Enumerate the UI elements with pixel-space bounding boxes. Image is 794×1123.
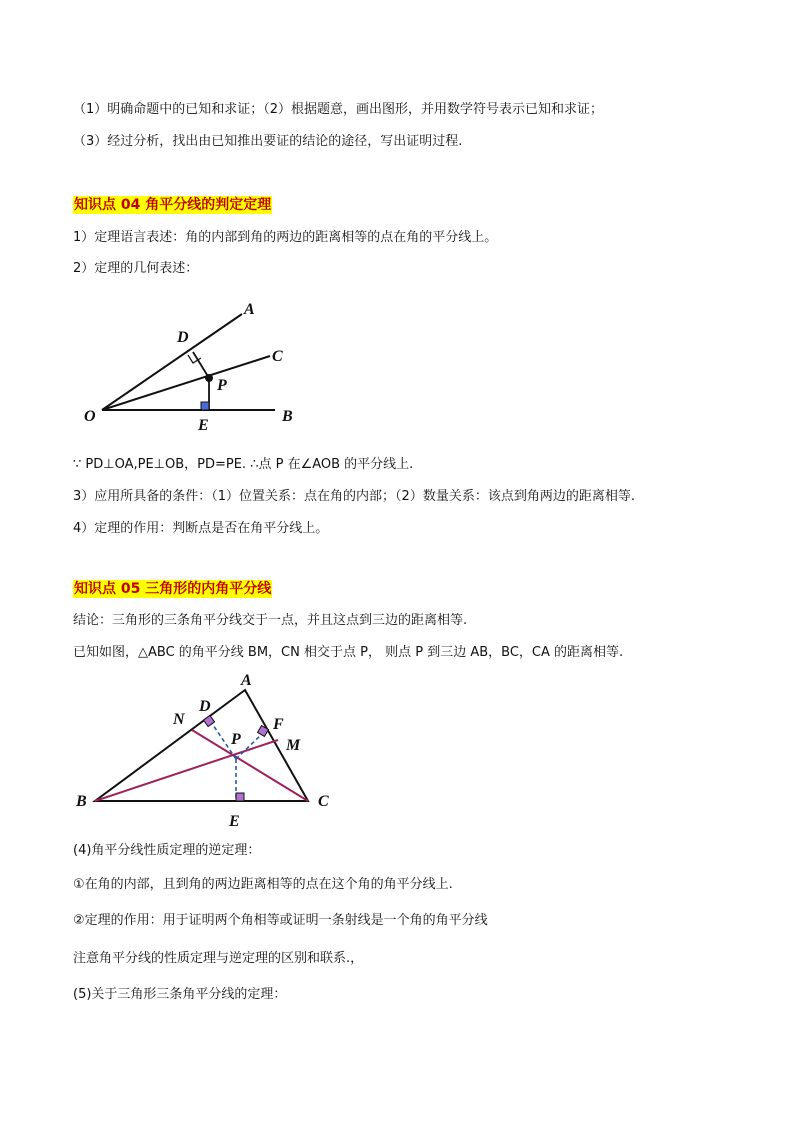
- label-F: F: [273, 716, 284, 733]
- label-C: C: [318, 793, 329, 810]
- bisector-BM: [95, 740, 278, 801]
- section-04-proof: ∵ PD⊥OA,PE⊥OB，PD=PE. ∴点 P 在∠AOB 的平分线上.: [73, 457, 414, 472]
- section-05-item-5: (5)关于三角形三条角平分线的定理：: [73, 987, 287, 1002]
- label-A: A: [241, 672, 252, 689]
- point-P: [205, 374, 213, 382]
- converse-title: (4)角平分线性质定理的逆定理：: [73, 843, 261, 858]
- label-E: E: [198, 417, 209, 434]
- right-angle-marker-E: [201, 402, 209, 410]
- converse-item-1: ①在角的内部，且到角的两边距离相等的点在这个角的角平分线上.: [73, 877, 453, 892]
- right-angle-marker-E: [236, 793, 244, 801]
- note-line: 注意角平分线的性质定理与逆定理的区别和联系.，: [73, 951, 364, 966]
- ray-OA: [102, 314, 242, 410]
- section-04-item-4: 4）定理的作用：判断点是否在角平分线上。: [73, 521, 329, 536]
- label-E: E: [229, 813, 240, 830]
- label-P: P: [217, 377, 227, 394]
- label-O: O: [84, 408, 96, 425]
- converse-item-2: ②定理的作用：用于证明两个角相等或证明一条射线是一个角的角平分线: [73, 913, 488, 928]
- triangle-bisector-figure: [70, 668, 340, 833]
- label-D: D: [199, 698, 211, 715]
- ray-OC: [102, 356, 270, 410]
- section-04-item-2: 2）定理的几何表述：: [73, 261, 199, 276]
- section-05-heading: 知识点 05 三角形的内角平分线: [74, 581, 272, 597]
- intro-line-2: （3）经过分析，找出由已知推出要证的结论的途径，写出证明过程.: [73, 134, 463, 149]
- right-angle-marker-D: [203, 715, 214, 726]
- label-P: P: [231, 731, 241, 748]
- label-B: B: [282, 408, 293, 425]
- section-05-given: 已知如图，△ABC 的角平分线 BM，CN 相交于点 P， 则点 P 到三边 AB，BC，CA 的距离相等.: [73, 645, 624, 660]
- section-05-conclusion: 结论：三角形的三条角平分线交于一点，并且这点到三边的距离相等.: [73, 613, 468, 628]
- label-A: A: [244, 301, 255, 318]
- label-B: B: [76, 793, 87, 810]
- label-N: N: [173, 711, 185, 728]
- segment-PD: [193, 352, 209, 378]
- section-04-item-1: 1）定理语言表述：角的内部到角的两边的距离相等的点在角的平分线上。: [73, 230, 498, 245]
- section-04-item-3: 3）应用所具备的条件：（1）位置关系：点在角的内部；（2）数量关系：该点到角两边的距离相等.: [73, 489, 635, 504]
- angle-bisector-figure: [70, 290, 340, 440]
- label-C: C: [272, 348, 283, 365]
- intro-line-1: （1）明确命题中的已知和求证；（2）根据题意，画出图形，并用数学符号表示已知和求证；: [73, 102, 604, 117]
- label-D: D: [177, 329, 189, 346]
- section-04-heading: 知识点 04 角平分线的判定定理: [74, 197, 272, 213]
- label-M: M: [286, 737, 301, 754]
